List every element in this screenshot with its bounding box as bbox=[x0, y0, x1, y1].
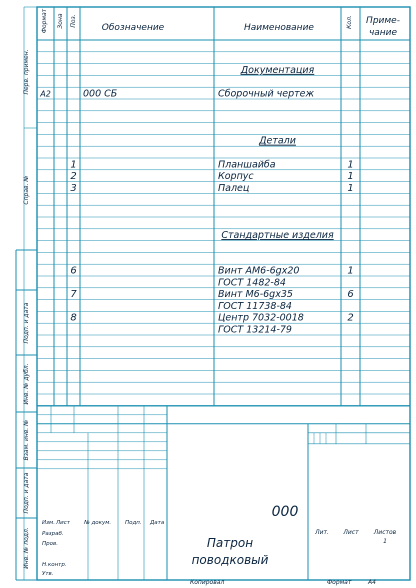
table-row bbox=[39, 89, 314, 100]
header-format: Формат bbox=[41, 8, 48, 34]
cell-position: 1 bbox=[70, 159, 77, 171]
table-row bbox=[240, 65, 315, 76]
table-row bbox=[258, 136, 296, 147]
cell-quantity: 1 bbox=[347, 265, 354, 277]
footer-format-label: Формат bbox=[327, 579, 352, 586]
cell-position: 6 bbox=[70, 265, 77, 277]
table-body bbox=[39, 65, 353, 336]
tb-listov-value: 1 bbox=[383, 538, 387, 545]
header-note-line1: Приме- bbox=[366, 16, 400, 26]
footer-kopiroval: Копировал bbox=[190, 579, 225, 586]
cell-position: 3 bbox=[70, 182, 77, 194]
margin-inv-podl: Инв. № подл. bbox=[23, 527, 30, 569]
margin-inv-dubl: Инв. № дубл. bbox=[23, 363, 30, 405]
cell-position: 7 bbox=[70, 289, 77, 301]
table-row bbox=[70, 159, 353, 170]
table-row bbox=[70, 313, 353, 324]
tb-label-data: Дата bbox=[150, 520, 165, 526]
margin-podp-data-1: Подп. и дата bbox=[23, 302, 30, 344]
cell-name: ГОСТ 1482-84 bbox=[218, 277, 286, 289]
cell-name: Винт АМ6-6gх20 bbox=[218, 265, 300, 277]
header-zone: Зона bbox=[57, 13, 64, 29]
cell-position: 8 bbox=[70, 312, 77, 324]
cell-name: Корпус bbox=[218, 171, 254, 183]
table-row bbox=[70, 289, 353, 300]
cell-section-title: Документация bbox=[240, 64, 315, 76]
cell-quantity: 1 bbox=[347, 171, 354, 183]
tb-label-nkontr: Н.контр. bbox=[42, 562, 67, 568]
header-pos: Поз. bbox=[70, 14, 77, 28]
cell-section-title: Стандартные изделия bbox=[221, 230, 334, 242]
cell-name: Винт М6-6gх35 bbox=[218, 289, 293, 301]
margin-podp-data-2: Подп. и дата bbox=[23, 472, 30, 514]
cell-quantity: 2 bbox=[347, 312, 354, 324]
title-designation: 000 bbox=[271, 504, 299, 520]
cell-quantity: 1 bbox=[347, 159, 354, 171]
header-note-line2: чание bbox=[368, 28, 398, 38]
title-name-line1: Патрон bbox=[206, 536, 254, 550]
header-name: Наименование bbox=[244, 23, 314, 33]
header-qty: Кол. bbox=[346, 15, 353, 29]
table-row bbox=[218, 277, 286, 288]
table-row bbox=[70, 183, 353, 194]
title-name-line2: поводковый bbox=[191, 553, 269, 567]
cell-name: Центр 7032-0018 bbox=[218, 312, 304, 324]
title-block bbox=[42, 504, 397, 577]
cell-name: Планшайба bbox=[218, 159, 276, 171]
cell-name: ГОСТ 13214-79 bbox=[218, 324, 292, 336]
margin-vzam-inv: Взам. инв. № bbox=[23, 419, 30, 461]
tb-label-podp: Подп. bbox=[125, 520, 142, 526]
tb-label-razrab: Разраб. bbox=[42, 531, 64, 537]
table-row bbox=[221, 230, 334, 241]
table-header bbox=[41, 8, 400, 38]
cell-name: Палец bbox=[218, 182, 250, 194]
tb-label-utv: Утв. bbox=[42, 571, 54, 577]
cell-name: Сборочный чертеж bbox=[218, 88, 315, 100]
table-row bbox=[218, 325, 292, 336]
cell-quantity: 6 bbox=[347, 289, 354, 301]
tb-label-list2: Лист bbox=[343, 529, 359, 536]
margin-perv-primen: Перв. примен. bbox=[23, 49, 30, 95]
table-row bbox=[70, 171, 353, 182]
cell-section-title: Детали bbox=[259, 135, 296, 147]
cell-quantity: 1 bbox=[347, 182, 354, 194]
margin-sprav: Справ. № bbox=[23, 175, 30, 205]
tb-label-prov: Пров. bbox=[42, 541, 58, 547]
tb-label-list: Лист bbox=[56, 520, 70, 526]
cell-position: 2 bbox=[70, 171, 77, 183]
cell-name: ГОСТ 11738-84 bbox=[218, 300, 292, 312]
tb-label-listov: Листов bbox=[373, 529, 397, 536]
header-designation: Обозначение bbox=[101, 23, 165, 33]
tb-label-lit: Лит. bbox=[315, 529, 329, 536]
footer-format-value: А4 bbox=[368, 579, 376, 586]
table-row bbox=[218, 301, 292, 312]
cell-format: А2 bbox=[40, 89, 51, 99]
table-row bbox=[70, 266, 353, 277]
cell-designation: 000 СБ bbox=[83, 88, 118, 100]
tb-label-izm: Изм. bbox=[42, 520, 55, 526]
tb-label-ndokum: № докум. bbox=[84, 520, 112, 526]
